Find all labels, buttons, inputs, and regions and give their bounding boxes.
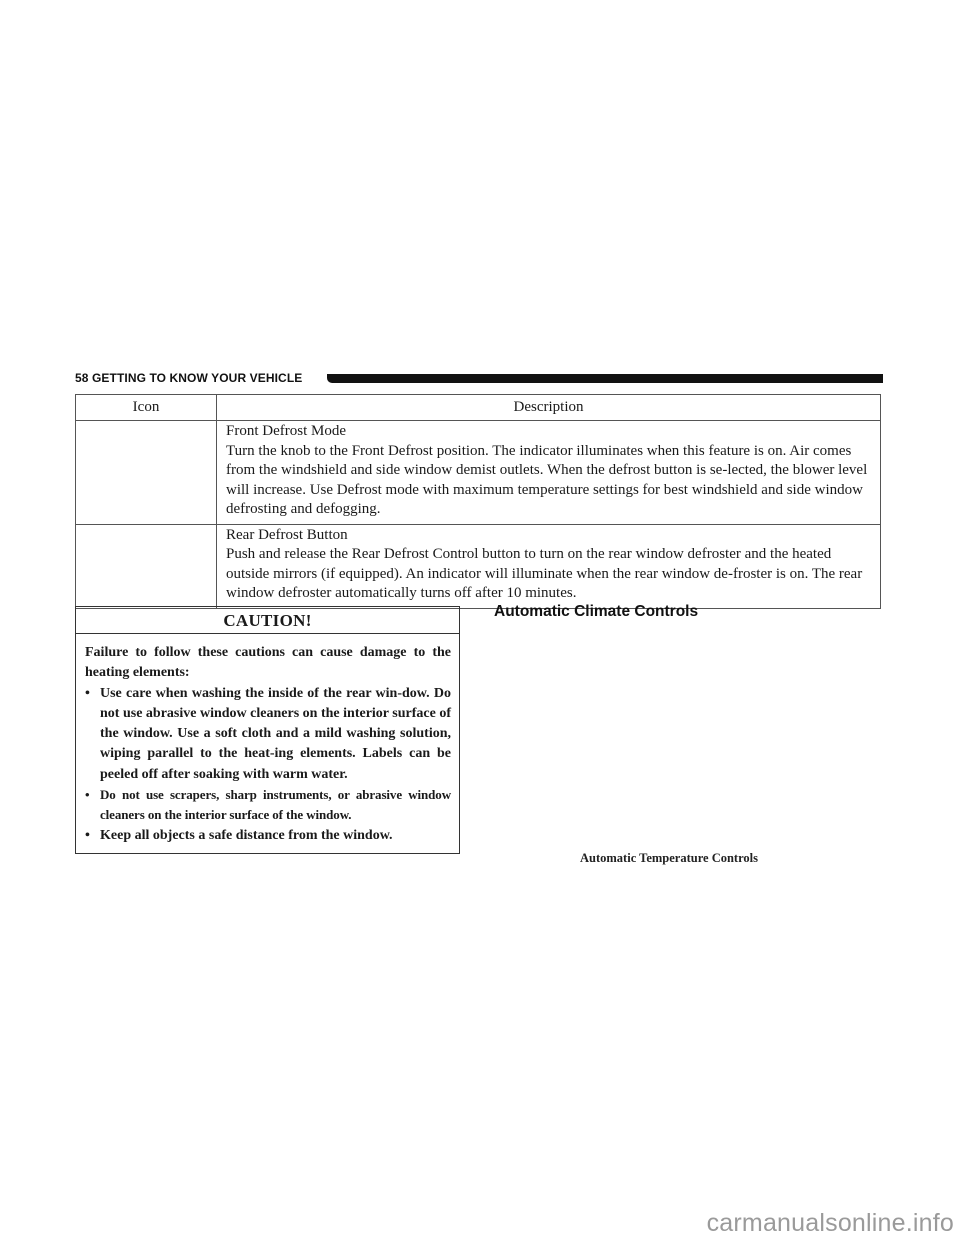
- table-header-icon: Icon: [76, 395, 217, 421]
- caution-intro: Failure to follow these cautions can cause damage to the heating elements:: [85, 645, 451, 681]
- caution-title: CAUTION!: [76, 607, 459, 634]
- page-title: 58 GETTING TO KNOW YOUR VEHICLE: [75, 371, 303, 385]
- row-title: Front Defrost Mode: [226, 423, 346, 439]
- list-item-text: Keep all objects a safe distance from the window.: [100, 827, 393, 843]
- table-header-description: Description: [217, 395, 881, 421]
- table-row: [76, 421, 881, 525]
- watermark-link[interactable]: carmanualsonline.info: [706, 1209, 954, 1237]
- caution-list: [85, 684, 451, 846]
- list-item: [85, 684, 451, 785]
- section-heading: Automatic Climate Controls: [494, 603, 699, 620]
- bullet-icon: •: [85, 685, 90, 701]
- page-header: [75, 370, 883, 386]
- bullet-icon: •: [85, 787, 90, 803]
- list-item-text: Use care when washing the inside of the rear win-dow. Do not use abrasive window cleaners on the interior surface of the window. Use a soft cloth and a mild washing solution, wiping parallel to the heat-ing elements. Labels can be peeled off after soaking with warm water.: [100, 685, 451, 782]
- caution-body: [76, 634, 459, 846]
- caution-box: [75, 606, 460, 854]
- list-item: [85, 785, 451, 826]
- row-body: Turn the knob to the Front Defrost position. The indicator illuminates when this feature is on. Air comes from the windshield and side window demist outlets. When the defrost button is se-lected, the blower level will increase. Use Defrost mode with maximum temperature settings for best windshield and side window defrosting and defogging.: [226, 442, 868, 517]
- list-item-text: Do not use scrapers, sharp instruments, or abrasive window cleaners on the interior surface of the window.: [100, 787, 451, 823]
- row-body: Push and release the Rear Defrost Control button to turn on the rear window defroster and the heated outside mirrors (if equipped). An indicator will illuminate when the rear window de-froster is on. The rear window defroster automatically turns off after 10 minutes.: [226, 546, 863, 601]
- header-rule: [327, 374, 883, 383]
- table-cell-description: [217, 524, 881, 608]
- rear-defrost-icon: [76, 524, 217, 608]
- icon-description-table: [75, 394, 881, 609]
- table-header-row: [76, 395, 881, 421]
- row-title: Rear Defrost Button: [226, 526, 348, 543]
- table-row: [76, 524, 881, 608]
- table-cell-description: [217, 421, 881, 525]
- front-defrost-icon: [76, 421, 217, 525]
- figure-caption: Automatic Temperature Controls: [580, 851, 758, 865]
- bullet-icon: •: [85, 827, 90, 843]
- list-item: [85, 826, 451, 846]
